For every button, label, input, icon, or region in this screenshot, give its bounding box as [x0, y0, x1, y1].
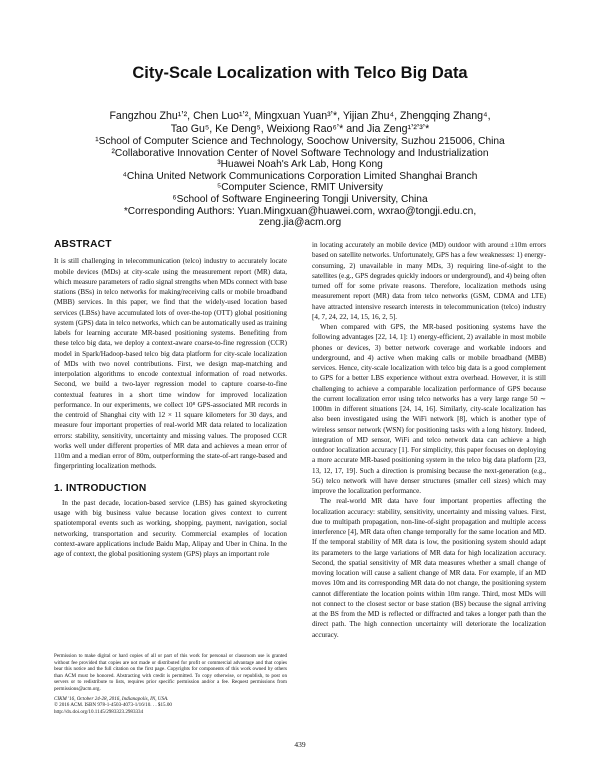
footnote	[54, 653, 287, 715]
author-names-line-2: Tao Gu⁵, Ke Deng⁵, Weixiong Rao⁶ʼ* and Jia Zeng¹ʼ²ʼ³ʼ*	[170, 123, 430, 135]
author-names-line-1: Fangzhou Zhu¹ʼ², Chen Luo¹ʼ², Mingxuan Yuan³ʼ*, Yijian Zhu⁴, Zhengqing Zhang⁴,	[109, 110, 491, 122]
right-column	[312, 240, 546, 640]
corresponding-authors: *Corresponding Authors: Yuan.Mingxuan@huawei.com, wxrao@tongji.edu.cn,	[123, 205, 477, 217]
introduction-paragraph-1: In the past decade, location-based service (LBS) has gained skyrocketing usage with big business value because location gives context to current spatiotemporal events such as working, shopping, payment, navigation, social networking, transportation and security. Commercial examples of location context-aware applications include Baidu Map, Alipay and Uber in China. In the age of context, the global positioning system (GPS) plays an important role	[54, 498, 287, 558]
introduction-paragraph-3: When compared with GPS, the MR-based positioning systems have the following advantages [22, 14, 1]: 1) energy-efficient, 2) available in most mobile phones or devices, 3) better network coverage and workable indoors and underground, and 4) active when making calls or mobile broadband (MBB) services. Hence, city-scale localization with telco big data is a good complement to GPS for a better LBS experience without extra overhead. However, it is still challenging to achieve a comparable localization performance of GPS because the current localization error using telco networks has a very large range 50 ∼ 1000m in different situations [24, 14, 16]. Similarly, city-scale localization has also been investigated using the WiFi network [8], which is another type of wireless sensor network (WSN) for positioning tasks with a long history. Indeed, integration of MD sensor, WiFi and telco network data can achieve a high outdoor localization accuracy [1]. For simplicity, this paper focuses on deploying a more accurate MR-based positioning system in the telco big data platform [23, 13, 12, 17, 19]. Such a direction is promising because the next-generation (e.g., 5G) telco network will have denser structures (smaller cell sizes) which may improve the localization performance.	[312, 323, 546, 495]
introduction-heading: 1. INTRODUCTION	[54, 482, 147, 494]
introduction-paragraph-2: in locating accurately an mobile device (MD) outdoor with around ±10m errors based on satellite networks. Unfortunately, GPS has a few weaknesses: 1) energy-consuming, 2) unavailable in many MDs, 3) requiring line-of-sight to the satellites (e.g., GPS degrades quickly indoors or underground), and 4) being often turned off for some private reasons. Therefore, localization methods using measurement report (MR) data from telco networks (GSM, CDMA and LTE) have attracted intensive research interests in telecommunication (telco) industry [4, 7, 24, 22, 14, 15, 16, 2, 5].	[312, 241, 546, 321]
abstract-heading: ABSTRACT	[54, 239, 112, 250]
affiliation-1: ¹School of Computer Science and Technology, Soochow University, Suzhou 215006, China	[95, 136, 505, 147]
permission-notice: Permission to make digital or hard copies of all or part of this work for personal or classroom use is granted without fee provided that copies are not made or distributed for profit or commercial advantage and that copies bear this notice and the full citation on the first page. Copyrights for components of this work owned by others than ACM must be honored. Abstracting with credit is permitted. To copy otherwise, or republish, to post on servers or to redistribute to lists, requires prior specific permission and/or a fee. Request permissions from permissions@acm.org.	[54, 653, 287, 692]
corresponding-email: zeng.jia@acm.org	[258, 217, 342, 229]
abstract-text: It is still challenging in telecommunication (telco) industry to accurately locate mobile devices (MDs) at city-scale using the measurement report (MR) data, which measure parameters of radio signal strengths when MDs connect with base stations (BSs) in telco networks for making/receiving calls or mobile broadband (MBB) services. In this paper, we find that the widely-used location based services (LBSs) have accumulated lots of over-the-top (OTT) global positioning system (GPS) data in telco networks, which can be automatically used as training labels for learning accurate MR-based positioning systems. Benefiting from these telco big data, we deploy a context-aware coarse-to-fine regression (CCR) model in Spark/Hadoop-based telco big data platform for city-scale localization of MDs with two novel contributions. First, we design map-matching and interpolation algorithms to encode contextual information of road networks. Second, we build a two-layer regression model to capture coarse-to-fine contextual features in a short time window for improved localization performance. In our experiments, we collect 10⁸ GPS-associated MR records in the centroid of Shanghai city with 12 × 11 square kilometers for 30 days, and measure four important properties of real-world MR data related to localization errors: stability, sensitivity, uncertainty and missing values. The proposed CCR works well under different properties of MR data and achieves a mean error of 110m and a median error of 80m, outperforming the state-of-art range-based and fingerprinting localization methods.	[54, 257, 287, 471]
affiliation-5: ⁵Computer Science, RMIT University	[217, 182, 383, 194]
introduction-paragraph-4: The real-world MR data have four important properties affecting the localization accuracy: stability, sensitivity, uncertainty and missing values. First, due to multipath propagation, non-line-of-sight propagation and multiple access interference [4], MR data often change temporally for the same location and MD. If the temporal stability of MR data is low, the positioning system should adapt its parameters to the large variations of MR data for high localization accuracy. Second, the spatial sensitivity of MR data measures whether a small change of moving location will cause a salient change of MR data. For example, if an MD moves 10m and its corresponding MR data do not change, the positioning system cannot differentiate the location points within 10m range. Third, most MDs will not connect to the closest sector or base station (BS) because the signal arriving at the BS from the MD is reflected or diffracted and takes a longer path than the direct path. The high connection uncertainty will deteriorate the localization accuracy.	[312, 497, 546, 639]
paper-title: City-Scale Localization with Telco Big Data	[132, 64, 468, 82]
page-number: 439	[294, 740, 306, 749]
doi-link[interactable]: http://dx.doi.org/10.1145/2983323.2983334	[54, 708, 144, 715]
affiliation-2: ²Collaborative Innovation Center of Novel Software Technology and Industrialization	[111, 147, 489, 159]
copyright-line: © 2016 ACM. ISBN 978-1-4503-4073-1/16/10. . . $15.00	[54, 702, 172, 709]
affiliation-3: ³Huawei Noah's Ark Lab, Hong Kong	[217, 159, 383, 171]
affiliation-6: ⁶School of Software Engineering Tongji University, China	[172, 193, 428, 205]
conference-info: CIKM '16, October 24-28, 2016, Indianapolis, IN, USA.	[54, 695, 169, 702]
affiliation-4: ⁴China United Network Communications Corporation Limited Shanghai Branch	[122, 170, 478, 182]
author-block	[70, 110, 530, 229]
left-column	[54, 224, 287, 559]
